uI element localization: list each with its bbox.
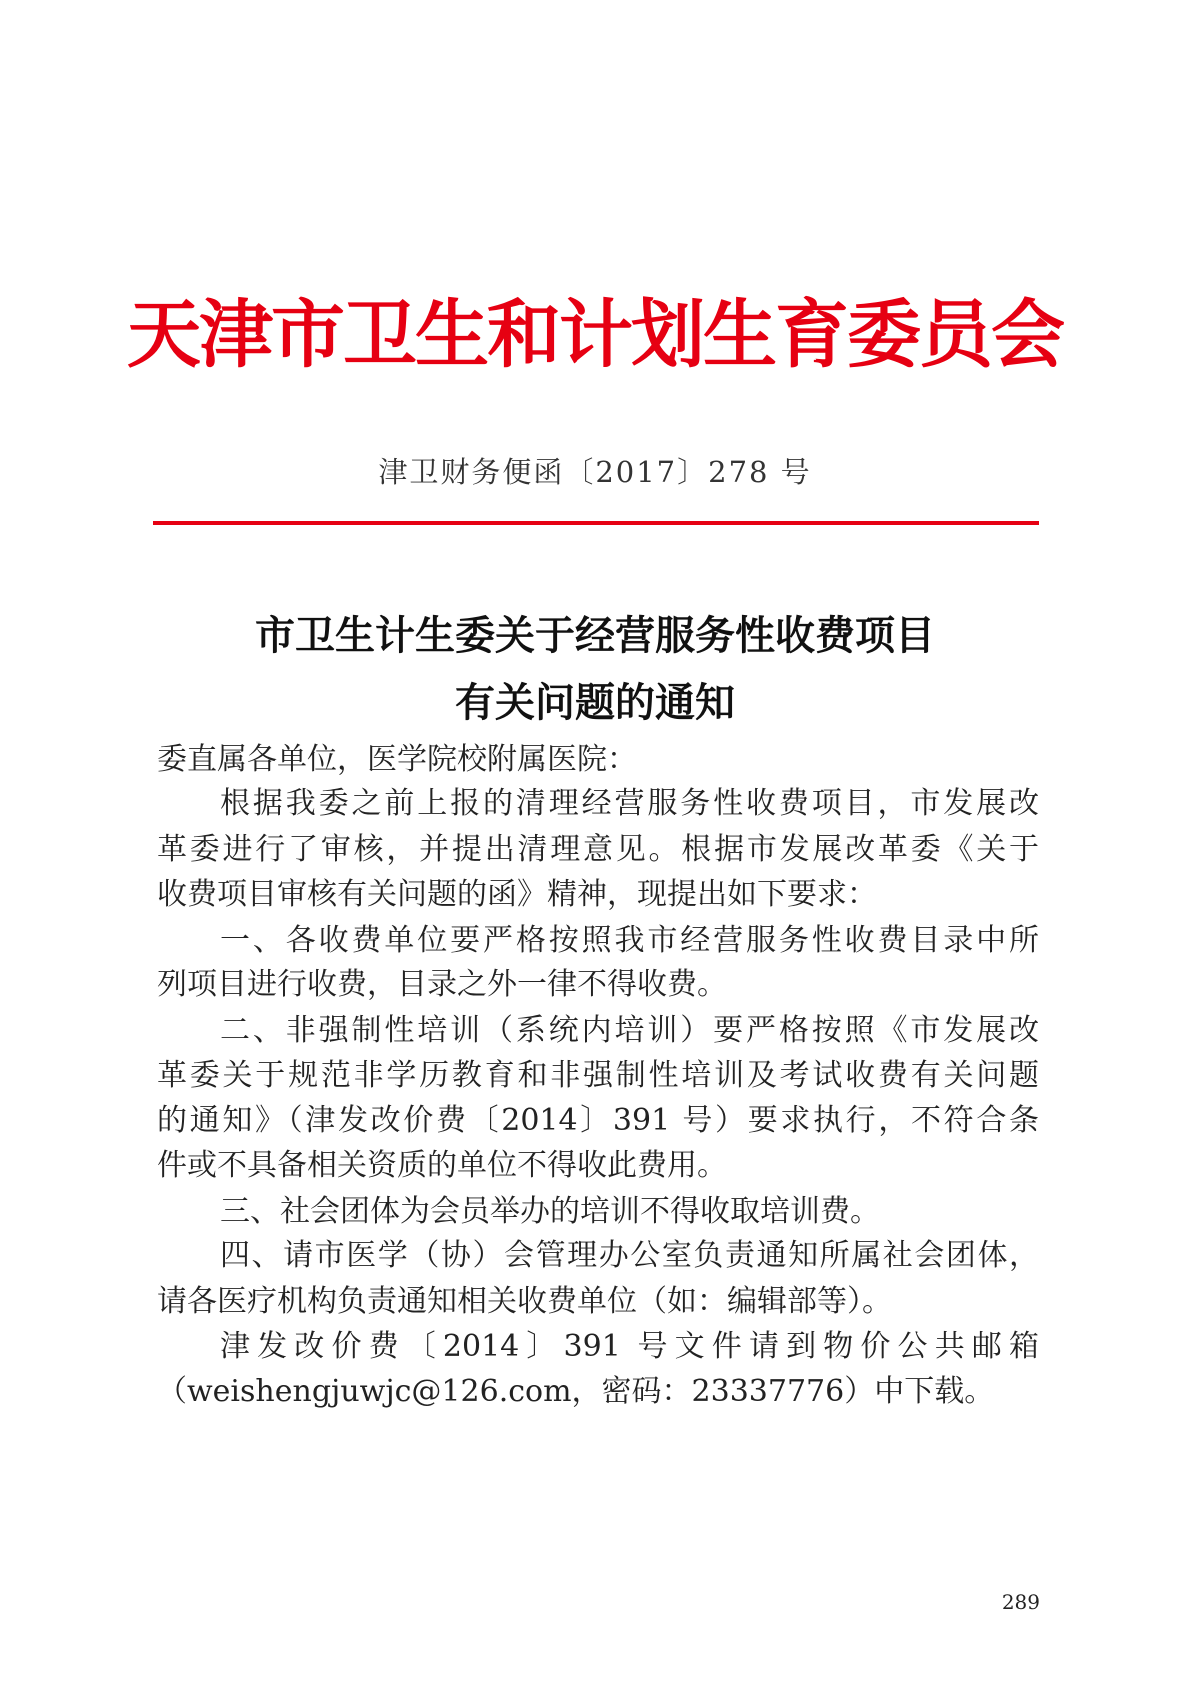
document-number: 津卫财务便函〔2017〕278 号 xyxy=(378,455,812,489)
red-separator-rule xyxy=(153,521,1039,525)
body-line: 列项目进行收费，目录之外一律不得收费。 xyxy=(157,967,727,1002)
body-line: 四、请市医学（协）会管理办公室负责通知所属社会团体， xyxy=(220,1238,1039,1273)
body-line: 二、非强制性培训（系统内培训）要严格按照《市发展改 xyxy=(220,1013,1039,1048)
body-line: 的通知》（津发改价费〔2014〕391 号）要求执行，不符合条 xyxy=(157,1103,1039,1138)
body-line: 三、社会团体为会员举办的培训不得收取培训费。 xyxy=(220,1194,880,1229)
salutation: 委直属各单位，医学院校附属医院： xyxy=(157,742,637,777)
body-line: 革委进行了审核，并提出清理意见。根据市发展改革委《关于 xyxy=(157,832,1039,867)
body-line: 收费项目审核有关问题的函》精神，现提出如下要求： xyxy=(157,877,877,912)
body-line: 革委关于规范非学历教育和非强制性培训及考试收费有关问题 xyxy=(157,1058,1039,1093)
body-line: 件或不具备相关资质的单位不得收此费用。 xyxy=(157,1148,727,1183)
body-line: 一、各收费单位要严格按照我市经营服务性收费目录中所 xyxy=(220,923,1039,958)
body-line: （weishengjuwjc@126.com，密码：23337776）中下载。 xyxy=(157,1374,995,1409)
page-number: 289 xyxy=(1001,1590,1040,1614)
issuing-agency-heading: 天津市卫生和计划生育委员会 xyxy=(127,292,1063,378)
notice-title-line-2: 有关问题的通知 xyxy=(455,679,735,726)
body-line: 请各医疗机构负责通知相关收费单位（如：编辑部等）。 xyxy=(157,1284,892,1319)
body-line: 根据我委之前上报的清理经营服务性收费项目，市发展改 xyxy=(220,786,1039,821)
body-line: 津发改价费〔2014〕391 号文件请到物价公共邮箱 xyxy=(220,1329,1039,1364)
notice-title-line-1: 市卫生计生委关于经营服务性收费项目 xyxy=(255,612,935,659)
